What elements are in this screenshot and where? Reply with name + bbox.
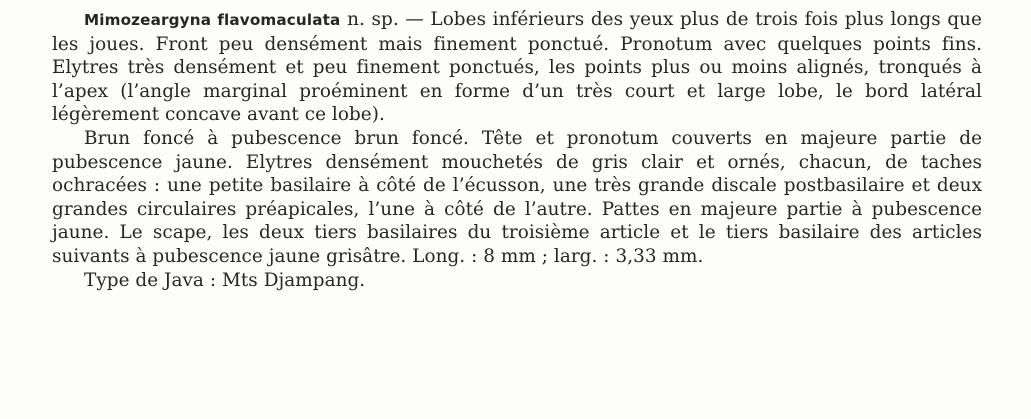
species-name: Mimozeargyna flavomaculata bbox=[84, 11, 341, 29]
type-locality: Type de Java : Mts Djampang. bbox=[84, 269, 366, 291]
diagnosis-text: n. sp. — Lobes inférieurs des yeux plus de trois fois plus longs que les joues. Front peu densément mais finement ponctué. Pronotum avec quelques points fins. Elytres très densément et peu finement ponctués, les points plus ou moins alignés, tronqués à l’apex (l’angle marginal proéminent en forme d’un très court et large lobe, le bord latéral légèrement concave avant ce lobe). bbox=[52, 9, 982, 126]
species-description bbox=[52, 8, 982, 292]
coloration-paragraph: Brun foncé à pubescence brun foncé. Tête et pronotum couverts en majeure partie de pubescence jaune. Elytres densément mouchetés de gris clair et ornés, chacun, de taches ochracées : une petite basilaire à côté de l’écusson, une très grande discale postbasilaire et deux grandes circulaires préapicales, l’une à côté de l’autre. Pattes en majeure partie à pubescence jaune. Le scape, les deux tiers basilaires du troisième article et le tiers basilaire des articles suivants à pubescence jaune grisâtre. Long. : 8 mm ; larg. : 3,33 mm. bbox=[52, 127, 982, 267]
diagnosis-paragraph bbox=[52, 8, 982, 127]
